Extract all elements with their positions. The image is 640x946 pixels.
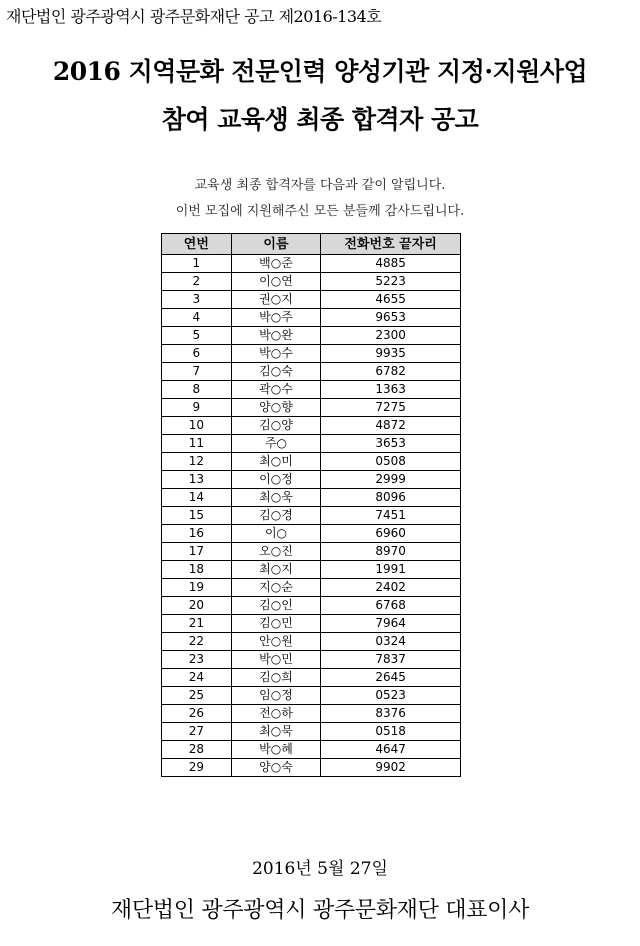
page-subtitle: 참여 교육생 최종 합격자 공고 xyxy=(161,105,479,134)
table-row xyxy=(162,327,461,345)
cell-name: 곽○수 xyxy=(231,381,321,399)
table-row xyxy=(162,633,461,651)
cell-number: 24 xyxy=(162,669,232,687)
cell-number: 10 xyxy=(162,417,232,435)
cell-name: 김○양 xyxy=(231,417,321,435)
cell-number: 17 xyxy=(162,543,232,561)
header-row xyxy=(162,234,461,255)
cell-name: 오○진 xyxy=(231,543,321,561)
cell-name: 전○하 xyxy=(231,705,321,723)
notice-number: 재단법인 광주광역시 광주문화재단 공고 제2016-134호 xyxy=(6,7,382,26)
table-row xyxy=(162,399,461,417)
cell-phone: 9653 xyxy=(321,309,461,327)
table-row xyxy=(162,579,461,597)
cell-name: 최○욱 xyxy=(231,489,321,507)
cell-number: 12 xyxy=(162,453,232,471)
intro-line-1: 교육생 최종 합격자를 다음과 같이 알립니다. xyxy=(194,178,446,193)
cell-number: 25 xyxy=(162,687,232,705)
cell-name: 박○수 xyxy=(231,345,321,363)
cell-phone: 3653 xyxy=(321,435,461,453)
cell-name: 김○경 xyxy=(231,507,321,525)
cell-phone: 2645 xyxy=(321,669,461,687)
cell-number: 16 xyxy=(162,525,232,543)
table-row xyxy=(162,687,461,705)
table-row xyxy=(162,453,461,471)
cell-phone: 4872 xyxy=(321,417,461,435)
cell-phone: 1991 xyxy=(321,561,461,579)
table-row xyxy=(162,705,461,723)
cell-phone: 9935 xyxy=(321,345,461,363)
cell-phone: 0518 xyxy=(321,723,461,741)
cell-phone: 2402 xyxy=(321,579,461,597)
cell-number: 18 xyxy=(162,561,232,579)
cell-phone: 8096 xyxy=(321,489,461,507)
column-header-number: 연번 xyxy=(162,234,232,255)
cell-name: 임○정 xyxy=(231,687,321,705)
cell-name: 김○숙 xyxy=(231,363,321,381)
results-table-header xyxy=(162,234,461,255)
cell-number: 11 xyxy=(162,435,232,453)
table-row xyxy=(162,561,461,579)
table-row xyxy=(162,471,461,489)
cell-number: 14 xyxy=(162,489,232,507)
cell-number: 13 xyxy=(162,471,232,489)
cell-name: 김○희 xyxy=(231,669,321,687)
table-row xyxy=(162,615,461,633)
cell-name: 김○인 xyxy=(231,597,321,615)
table-row xyxy=(162,345,461,363)
cell-number: 9 xyxy=(162,399,232,417)
cell-phone: 0523 xyxy=(321,687,461,705)
cell-phone: 6782 xyxy=(321,363,461,381)
cell-phone: 6960 xyxy=(321,525,461,543)
signer: 재단법인 광주광역시 광주문화재단 대표이사 xyxy=(110,898,530,923)
cell-name: 박○민 xyxy=(231,651,321,669)
cell-phone: 7964 xyxy=(321,615,461,633)
cell-phone: 8376 xyxy=(321,705,461,723)
results-table xyxy=(161,233,461,777)
cell-number: 29 xyxy=(162,759,232,777)
table-row xyxy=(162,651,461,669)
cell-name: 최○지 xyxy=(231,561,321,579)
cell-number: 3 xyxy=(162,291,232,309)
table-row xyxy=(162,489,461,507)
cell-name: 박○혜 xyxy=(231,741,321,759)
cell-name: 양○향 xyxy=(231,399,321,417)
table-row xyxy=(162,291,461,309)
cell-name: 이○ xyxy=(231,525,321,543)
table-row xyxy=(162,381,461,399)
table-row xyxy=(162,255,461,273)
cell-number: 20 xyxy=(162,597,232,615)
cell-phone: 4885 xyxy=(321,255,461,273)
cell-name: 박○완 xyxy=(231,327,321,345)
cell-name: 안○원 xyxy=(231,633,321,651)
cell-number: 19 xyxy=(162,579,232,597)
table-row xyxy=(162,759,461,777)
table-row xyxy=(162,723,461,741)
cell-phone: 6768 xyxy=(321,597,461,615)
cell-phone: 8970 xyxy=(321,543,461,561)
cell-name: 양○숙 xyxy=(231,759,321,777)
cell-phone: 1363 xyxy=(321,381,461,399)
cell-name: 권○지 xyxy=(231,291,321,309)
cell-name: 김○민 xyxy=(231,615,321,633)
cell-name: 주○ xyxy=(231,435,321,453)
cell-name: 백○준 xyxy=(231,255,321,273)
cell-name: 지○순 xyxy=(231,579,321,597)
cell-number: 23 xyxy=(162,651,232,669)
cell-phone: 2999 xyxy=(321,471,461,489)
cell-phone: 4655 xyxy=(321,291,461,309)
cell-name: 최○묵 xyxy=(231,723,321,741)
cell-phone: 4647 xyxy=(321,741,461,759)
results-table-body xyxy=(162,255,461,777)
cell-phone: 7275 xyxy=(321,399,461,417)
table-row xyxy=(162,507,461,525)
cell-phone: 2300 xyxy=(321,327,461,345)
cell-phone: 9902 xyxy=(321,759,461,777)
cell-name: 이○정 xyxy=(231,471,321,489)
column-header-phone: 전화번호 끝자리 xyxy=(321,234,461,255)
cell-number: 26 xyxy=(162,705,232,723)
table-row xyxy=(162,597,461,615)
cell-number: 27 xyxy=(162,723,232,741)
table-row xyxy=(162,273,461,291)
cell-name: 최○미 xyxy=(231,453,321,471)
cell-number: 15 xyxy=(162,507,232,525)
cell-number: 6 xyxy=(162,345,232,363)
cell-number: 21 xyxy=(162,615,232,633)
table-row xyxy=(162,525,461,543)
cell-number: 5 xyxy=(162,327,232,345)
cell-number: 4 xyxy=(162,309,232,327)
table-row xyxy=(162,543,461,561)
table-row xyxy=(162,669,461,687)
cell-name: 박○주 xyxy=(231,309,321,327)
table-row xyxy=(162,309,461,327)
table-row xyxy=(162,417,461,435)
table-row xyxy=(162,435,461,453)
cell-name: 이○연 xyxy=(231,273,321,291)
cell-phone: 7451 xyxy=(321,507,461,525)
cell-phone: 7837 xyxy=(321,651,461,669)
cell-number: 22 xyxy=(162,633,232,651)
cell-number: 1 xyxy=(162,255,232,273)
cell-phone: 0508 xyxy=(321,453,461,471)
table-row xyxy=(162,741,461,759)
page-title: 2016 지역문화 전문인력 양성기관 지정·지원사업 xyxy=(52,57,588,86)
intro-line-2: 이번 모집에 지원해주신 모든 분들께 감사드립니다. xyxy=(175,204,465,219)
column-header-name: 이름 xyxy=(231,234,321,255)
cell-number: 7 xyxy=(162,363,232,381)
cell-phone: 0324 xyxy=(321,633,461,651)
announcement-date: 2016년 5월 27일 xyxy=(252,859,388,879)
cell-number: 28 xyxy=(162,741,232,759)
table-row xyxy=(162,363,461,381)
cell-number: 2 xyxy=(162,273,232,291)
cell-number: 8 xyxy=(162,381,232,399)
cell-phone: 5223 xyxy=(321,273,461,291)
